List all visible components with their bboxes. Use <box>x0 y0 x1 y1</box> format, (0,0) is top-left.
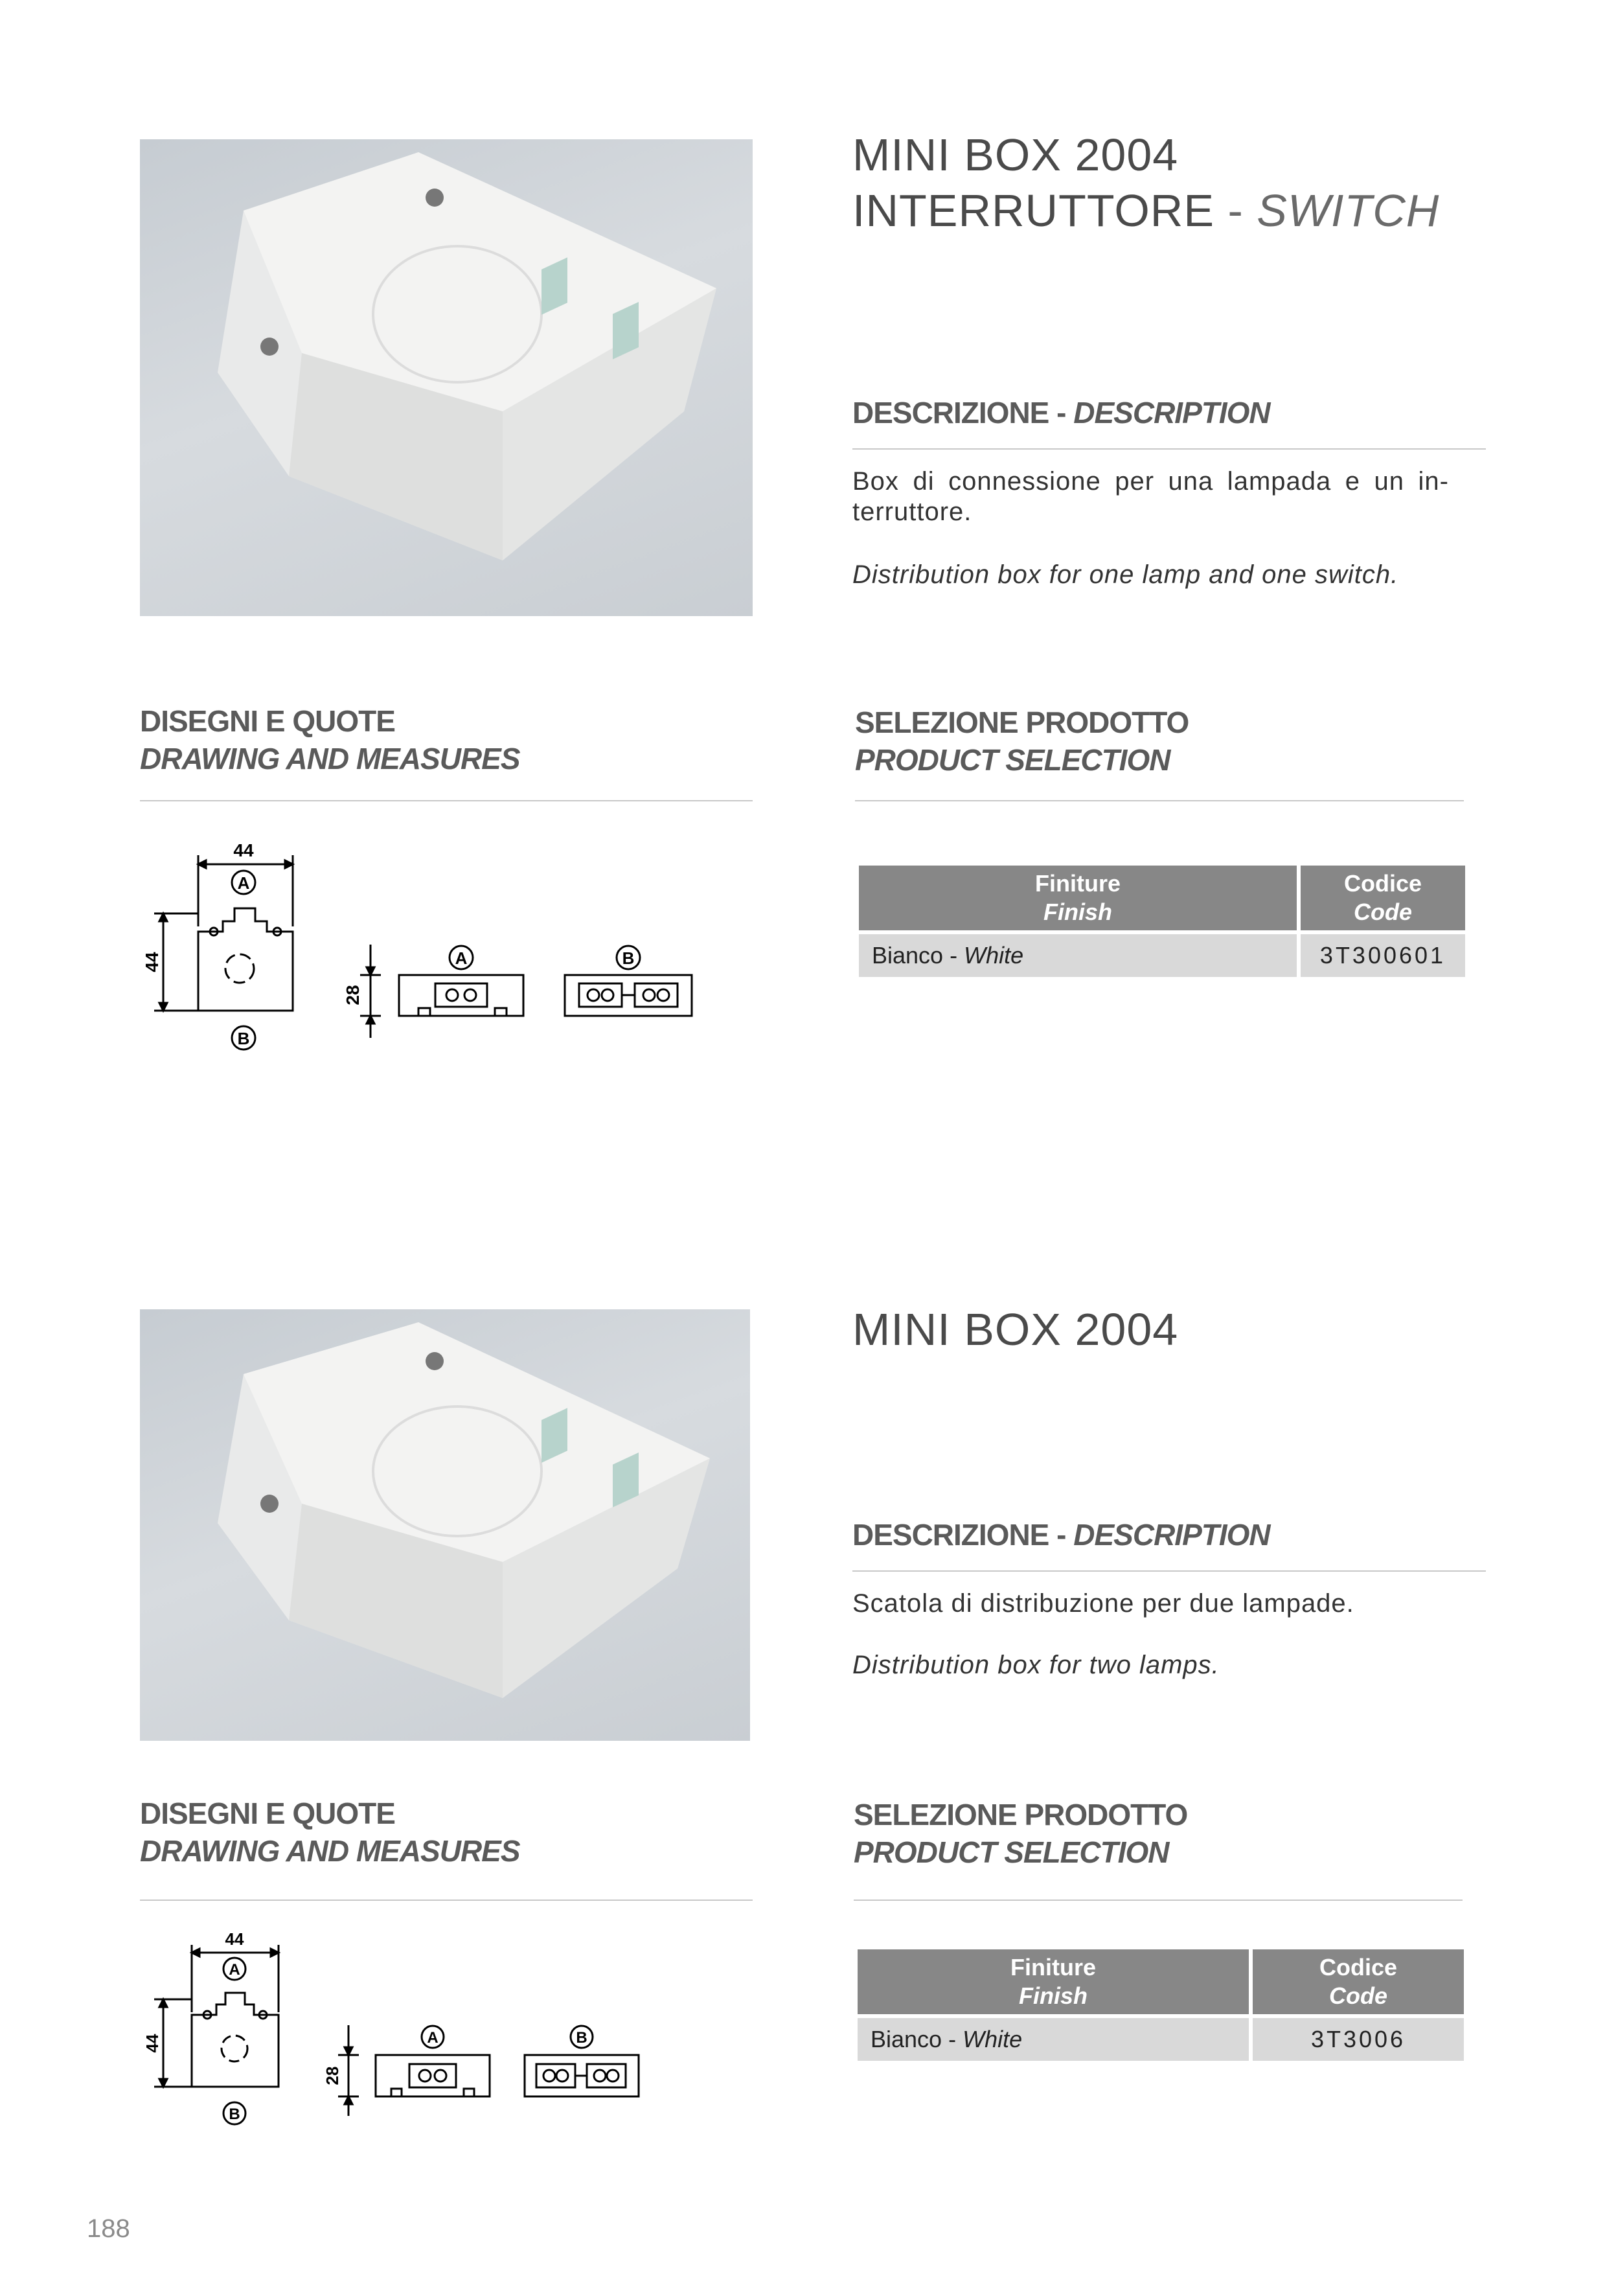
description-it-2: Scatola di distribuzione per due lampade. <box>852 1589 1354 1618</box>
finish-cell: Bianco - White <box>859 934 1297 977</box>
drawings-rule-1 <box>140 800 753 801</box>
drawings-rule-2 <box>140 1900 753 1901</box>
description-heading-1: DESCRIZIONE - DESCRIPTION <box>852 396 1270 430</box>
product-title-2: MINI BOX 2004 <box>852 1304 1179 1355</box>
drawings-heading-2: DISEGNI E QUOTE DRAWING AND MEASURES <box>140 1797 520 1868</box>
code-column-header: Codice Code <box>1301 866 1465 930</box>
table-row <box>858 2018 1464 2061</box>
selection-rule-2 <box>854 1900 1463 1901</box>
description-rule-1 <box>852 448 1486 450</box>
description-it-1: Box di connessione per una lampada e un interruttore. <box>852 467 1448 526</box>
description-en-2: Distribution box for two lamps. <box>852 1651 1220 1679</box>
product-selection-table-1 <box>855 862 1469 981</box>
height-dimension-label: 44 <box>142 2034 162 2053</box>
view-a-label: A <box>237 873 250 893</box>
view-a-label: A <box>229 1961 240 1979</box>
finish-column-header: Finiture Finish <box>858 1949 1249 2014</box>
selection-heading-1: SELEZIONE PRODOTTO PRODUCT SELECTION <box>855 706 1189 777</box>
view-a-label: A <box>455 948 468 968</box>
view-b-label: B <box>237 1029 250 1048</box>
description-en-1: Distribution box for one lamp and one switch. <box>852 560 1399 589</box>
view-a-label: A <box>427 2029 439 2047</box>
width-dimension-label: 44 <box>233 840 254 860</box>
page-number: 188 <box>87 2214 130 2243</box>
product-photo-1 <box>140 139 753 616</box>
code-cell: 3T3006 <box>1253 2018 1464 2061</box>
description-rule-2 <box>852 1570 1486 1572</box>
finish-column-header: Finiture Finish <box>859 866 1297 930</box>
product-photo-2 <box>140 1309 750 1741</box>
code-cell: 3T300601 <box>1301 934 1465 977</box>
view-b-label: B <box>622 948 635 968</box>
depth-dimension-label: 28 <box>323 2066 342 2085</box>
code-column-header: Codice Code <box>1253 1949 1464 2014</box>
technical-drawing-1 <box>140 836 723 1069</box>
technical-drawing-2 <box>140 1928 723 2148</box>
view-b-label: B <box>576 2029 587 2047</box>
table-row <box>859 934 1465 977</box>
finish-cell: Bianco - White <box>858 2018 1249 2061</box>
width-dimension-label: 44 <box>225 1929 244 1949</box>
description-heading-2: DESCRIZIONE - DESCRIPTION <box>852 1518 1270 1552</box>
selection-heading-2: SELEZIONE PRODOTTO PRODUCT SELECTION <box>854 1798 1188 1869</box>
selection-rule-1 <box>855 800 1464 801</box>
height-dimension-label: 44 <box>142 952 162 972</box>
view-b-label: B <box>229 2106 240 2123</box>
depth-dimension-label: 28 <box>343 985 363 1005</box>
drawings-heading-1: DISEGNI E QUOTE DRAWING AND MEASURES <box>140 704 520 775</box>
product-selection-table-2 <box>854 1946 1468 2065</box>
product-title-1: MINI BOX 2004 INTERRUTTORE - SWITCH <box>852 130 1440 236</box>
